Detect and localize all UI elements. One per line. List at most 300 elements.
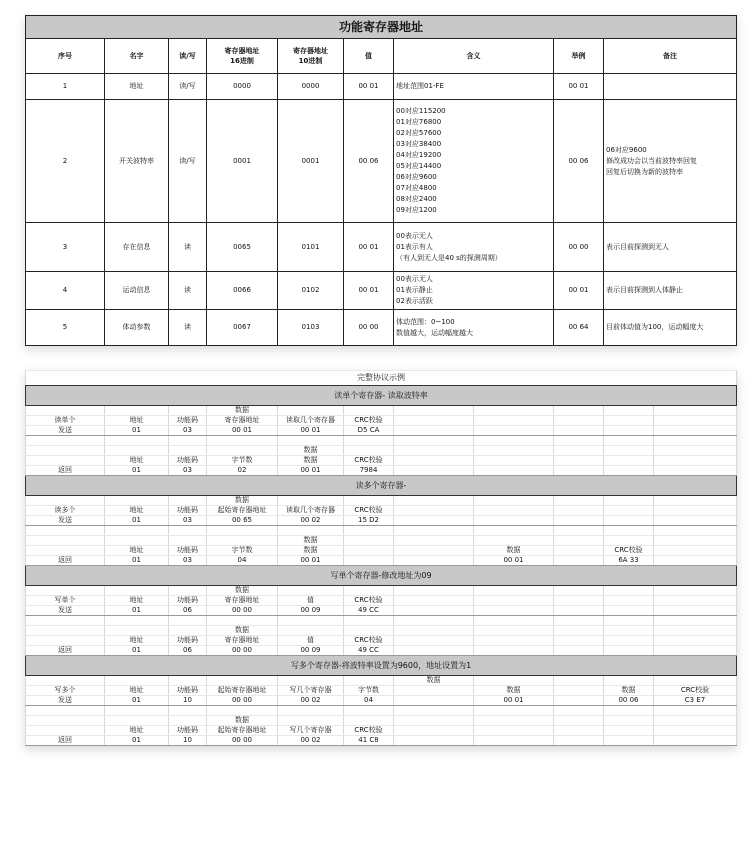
field-header-cell [654, 456, 737, 466]
field-header-cell: 数据 [474, 686, 554, 696]
empty-cell [26, 706, 105, 716]
field-header-cell: 功能码 [169, 636, 207, 646]
empty-cell [169, 526, 207, 536]
cell-hex: 0065 [207, 223, 278, 272]
empty-cell [604, 496, 654, 506]
field-header-cell [604, 506, 654, 516]
field-header-cell: 数据 [278, 546, 344, 556]
field-value-cell [394, 646, 474, 656]
field-header-row [26, 726, 737, 736]
field-value-cell: 00 00 [207, 646, 278, 656]
field-value-cell [474, 466, 554, 476]
field-value-cell: 返回 [26, 466, 105, 476]
field-header-cell [394, 546, 474, 556]
register-table-title: 功能寄存器地址 [26, 16, 737, 39]
empty-cell [394, 526, 474, 536]
cell-no: 5 [26, 310, 105, 346]
field-value-cell [554, 556, 604, 566]
empty-cell [604, 436, 654, 446]
empty-cell [344, 436, 394, 446]
empty-cell [105, 616, 169, 626]
register-table [25, 15, 737, 346]
empty-cell [26, 446, 105, 456]
empty-cell [654, 616, 737, 626]
field-value-cell: 01 [105, 466, 169, 476]
empty-cell [554, 626, 604, 636]
field-value-cell: 10 [169, 736, 207, 746]
data-group-label: 数据 [207, 716, 278, 726]
cell-meaning: 体动范围：0~100 数值越大，运动幅度越大 [394, 310, 554, 346]
field-value-cell: 返回 [26, 736, 105, 746]
field-value-cell [654, 606, 737, 616]
field-value-cell [654, 516, 737, 526]
field-value-row [26, 556, 737, 566]
field-value-cell [554, 606, 604, 616]
empty-cell [344, 496, 394, 506]
field-value-cell [344, 556, 394, 566]
cell-hex: 0000 [207, 74, 278, 100]
field-value-cell [654, 646, 737, 656]
field-header-cell: 地址 [105, 686, 169, 696]
field-header-cell [554, 456, 604, 466]
field-value-cell [604, 426, 654, 436]
field-header-cell [474, 596, 554, 606]
header-meaning: 含义 [394, 39, 554, 74]
empty-cell [654, 436, 737, 446]
cell-note [604, 74, 737, 100]
field-value-cell: 00 65 [207, 516, 278, 526]
field-value-cell: 00 01 [474, 696, 554, 706]
empty-cell [474, 616, 554, 626]
field-header-cell: CRC校验 [344, 416, 394, 426]
field-header-cell: 字节数 [207, 456, 278, 466]
empty-cell [26, 436, 105, 446]
empty-cell [26, 716, 105, 726]
field-value-cell [604, 736, 654, 746]
field-value-cell: 01 [105, 696, 169, 706]
data-group-label: 数据 [207, 626, 278, 636]
empty-cell [344, 586, 394, 596]
empty-cell [604, 626, 654, 636]
empty-cell [654, 536, 737, 546]
field-header-cell [394, 506, 474, 516]
field-header-cell [554, 726, 604, 736]
field-header-cell [394, 456, 474, 466]
field-header-cell: 数据 [604, 686, 654, 696]
field-value-row [26, 646, 737, 656]
field-value-cell: 04 [344, 696, 394, 706]
cell-hex: 0066 [207, 272, 278, 310]
field-header-cell: CRC校验 [344, 636, 394, 646]
empty-cell [604, 676, 654, 686]
empty-cell [474, 406, 554, 416]
field-header-cell: 读取几个寄存器 [278, 416, 344, 426]
field-header-cell [654, 726, 737, 736]
field-header-row [26, 636, 737, 646]
empty-cell [278, 526, 344, 536]
empty-cell [207, 706, 278, 716]
field-value-cell: 00 01 [278, 466, 344, 476]
protocol-table-title-row [26, 371, 737, 386]
field-header-cell: 读单个 [26, 416, 105, 426]
empty-cell [278, 496, 344, 506]
field-value-cell: 41 C8 [344, 736, 394, 746]
field-header-cell: 功能码 [169, 726, 207, 736]
cell-note: 表示目前探测到人体静止 [604, 272, 737, 310]
field-value-cell: 00 06 [604, 696, 654, 706]
table-row [26, 74, 737, 100]
field-value-cell: 04 [207, 556, 278, 566]
table-row [26, 100, 737, 223]
empty-cell [207, 616, 278, 626]
field-header-cell: 起始寄存器地址 [207, 506, 278, 516]
cell-example: 00 01 [554, 272, 604, 310]
field-value-cell [394, 466, 474, 476]
data-group-label: 数据 [207, 586, 278, 596]
cell-value: 00 01 [344, 272, 394, 310]
empty-cell [26, 626, 105, 636]
empty-cell [474, 716, 554, 726]
field-header-cell [604, 416, 654, 426]
field-header-cell: 起始寄存器地址 [207, 686, 278, 696]
field-value-row [26, 466, 737, 476]
field-header-cell: 写多个 [26, 686, 105, 696]
empty-cell [394, 586, 474, 596]
empty-cell [278, 716, 344, 726]
field-header-cell [654, 636, 737, 646]
field-header-cell: 功能码 [169, 506, 207, 516]
field-value-row [26, 606, 737, 616]
empty-cell [278, 586, 344, 596]
empty-cell [105, 446, 169, 456]
empty-cell [394, 446, 474, 456]
field-value-row [26, 696, 737, 706]
header-no: 序号 [26, 39, 105, 74]
field-header-cell [474, 416, 554, 426]
empty-cell [26, 586, 105, 596]
field-value-cell: 03 [169, 426, 207, 436]
field-header-cell [554, 546, 604, 556]
empty-cell [654, 586, 737, 596]
empty-cell [474, 536, 554, 546]
data-label-row [26, 586, 737, 596]
cell-name: 体动参数 [105, 310, 169, 346]
empty-cell [554, 526, 604, 536]
empty-cell [554, 586, 604, 596]
field-value-cell [654, 556, 737, 566]
empty-cell [554, 406, 604, 416]
empty-cell [554, 706, 604, 716]
empty-cell [554, 676, 604, 686]
empty-cell [207, 676, 278, 686]
field-value-row [26, 736, 737, 746]
field-header-cell: 字节数 [207, 546, 278, 556]
section-title-row [26, 566, 737, 586]
field-header-cell: 值 [278, 596, 344, 606]
cell-note: 06对应9600 修改成功会以当前波特率回复 回复后切换为新的波特率 [604, 100, 737, 223]
field-header-cell: 读多个 [26, 506, 105, 516]
empty-cell [394, 496, 474, 506]
field-header-cell: 地址 [105, 596, 169, 606]
field-value-cell: 6A 33 [604, 556, 654, 566]
field-header-cell [394, 636, 474, 646]
field-value-cell [474, 736, 554, 746]
empty-cell [394, 536, 474, 546]
field-value-cell [554, 696, 604, 706]
empty-cell [344, 536, 394, 546]
empty-cell [207, 526, 278, 536]
field-value-cell: 03 [169, 516, 207, 526]
cell-name: 开关波特率 [105, 100, 169, 223]
field-header-cell [554, 596, 604, 606]
field-header-cell [26, 456, 105, 466]
cell-dec: 0102 [278, 272, 344, 310]
empty-cell [26, 536, 105, 546]
field-header-row [26, 456, 737, 466]
field-value-cell: 00 02 [278, 516, 344, 526]
header-note: 备注 [604, 39, 737, 74]
field-value-cell: 06 [169, 606, 207, 616]
cell-hex: 0001 [207, 100, 278, 223]
cell-hex: 0067 [207, 310, 278, 346]
cell-example: 00 06 [554, 100, 604, 223]
field-header-cell [394, 416, 474, 426]
empty-cell [474, 446, 554, 456]
field-header-cell: 地址 [105, 506, 169, 516]
empty-cell [474, 436, 554, 446]
data-label-row [26, 406, 737, 416]
field-value-cell: 00 00 [207, 736, 278, 746]
section-title: 写单个寄存器-修改地址为09 [26, 566, 737, 586]
field-value-cell: 01 [105, 646, 169, 656]
field-header-cell [474, 636, 554, 646]
field-header-cell: CRC校验 [344, 456, 394, 466]
field-value-cell [394, 606, 474, 616]
empty-cell [474, 626, 554, 636]
cell-note: 目前体动值为100，运动幅度大 [604, 310, 737, 346]
field-value-cell: C3 E7 [654, 696, 737, 706]
field-value-cell: 00 02 [278, 736, 344, 746]
empty-cell [26, 406, 105, 416]
empty-cell [26, 616, 105, 626]
empty-cell [554, 716, 604, 726]
field-header-cell [26, 636, 105, 646]
cell-rw: 读 [169, 223, 207, 272]
cell-meaning: 地址范围01-FE [394, 74, 554, 100]
data-label-row [26, 716, 737, 726]
field-header-cell: CRC校验 [604, 546, 654, 556]
field-header-cell [554, 686, 604, 696]
empty-cell [105, 496, 169, 506]
cell-name: 存在信息 [105, 223, 169, 272]
field-header-cell [604, 636, 654, 646]
field-header-cell: 寄存器地址 [207, 596, 278, 606]
field-value-cell: 发送 [26, 606, 105, 616]
field-value-cell: 00 09 [278, 606, 344, 616]
field-header-cell [394, 686, 474, 696]
field-value-cell: 15 D2 [344, 516, 394, 526]
field-value-cell: 00 01 [474, 556, 554, 566]
field-header-cell: 地址 [105, 636, 169, 646]
field-header-cell [654, 416, 737, 426]
empty-cell [654, 446, 737, 456]
field-value-cell: 01 [105, 426, 169, 436]
field-value-cell [394, 426, 474, 436]
empty-cell [654, 496, 737, 506]
field-header-cell [604, 596, 654, 606]
field-value-cell [654, 736, 737, 746]
header-name: 名字 [105, 39, 169, 74]
empty-cell [278, 406, 344, 416]
empty-cell [654, 716, 737, 726]
field-value-cell [604, 646, 654, 656]
empty-cell [554, 436, 604, 446]
field-header-cell [604, 726, 654, 736]
field-header-cell: 地址 [105, 726, 169, 736]
field-header-cell: 功能码 [169, 456, 207, 466]
empty-cell [654, 406, 737, 416]
field-header-cell: 写几个寄存器 [278, 686, 344, 696]
field-value-cell: 00 00 [207, 606, 278, 616]
empty-cell [105, 436, 169, 446]
cell-no: 3 [26, 223, 105, 272]
cell-rw: 读/写 [169, 74, 207, 100]
empty-cell [344, 446, 394, 456]
empty-cell [604, 716, 654, 726]
cell-no: 1 [26, 74, 105, 100]
field-value-cell: 01 [105, 556, 169, 566]
field-value-cell [604, 516, 654, 526]
field-value-cell: 01 [105, 736, 169, 746]
empty-cell [654, 706, 737, 716]
empty-cell [344, 616, 394, 626]
cell-name: 地址 [105, 74, 169, 100]
empty-cell [278, 706, 344, 716]
empty-cell [394, 626, 474, 636]
cell-rw: 读/写 [169, 100, 207, 223]
data-label-row [26, 676, 737, 686]
cell-rw: 读 [169, 272, 207, 310]
field-header-cell [554, 416, 604, 426]
field-value-cell [604, 466, 654, 476]
empty-cell [604, 706, 654, 716]
empty-cell [344, 526, 394, 536]
empty-cell [344, 706, 394, 716]
field-value-cell [474, 426, 554, 436]
field-value-cell [474, 646, 554, 656]
empty-cell [554, 536, 604, 546]
empty-cell [26, 496, 105, 506]
field-value-cell: 02 [207, 466, 278, 476]
field-header-cell [554, 636, 604, 646]
field-value-cell [394, 556, 474, 566]
field-value-cell: 返回 [26, 556, 105, 566]
empty-cell [278, 616, 344, 626]
field-value-cell [474, 606, 554, 616]
empty-cell [169, 446, 207, 456]
table-row [26, 310, 737, 346]
empty-cell [344, 406, 394, 416]
empty-cell [105, 586, 169, 596]
field-header-cell: 地址 [105, 456, 169, 466]
empty-cell [207, 536, 278, 546]
field-header-cell: 功能码 [169, 686, 207, 696]
data-label-row [26, 626, 737, 636]
empty-cell [604, 446, 654, 456]
spacer-row [26, 706, 737, 716]
data-group-label: 数据 [394, 676, 474, 686]
empty-cell [344, 676, 394, 686]
empty-cell [604, 616, 654, 626]
field-header-row [26, 596, 737, 606]
empty-cell [105, 706, 169, 716]
field-header-cell [394, 596, 474, 606]
empty-cell [26, 526, 105, 536]
field-header-cell [474, 726, 554, 736]
field-header-row [26, 416, 737, 426]
field-value-cell: 7984 [344, 466, 394, 476]
field-header-cell [554, 506, 604, 516]
field-value-cell [654, 466, 737, 476]
field-value-cell [394, 696, 474, 706]
field-value-cell: 00 01 [207, 426, 278, 436]
data-label-row [26, 446, 737, 456]
cell-no: 2 [26, 100, 105, 223]
empty-cell [344, 626, 394, 636]
field-header-row [26, 686, 737, 696]
field-header-cell: CRC校验 [344, 506, 394, 516]
table-row [26, 223, 737, 272]
field-value-cell [554, 516, 604, 526]
field-value-cell: 10 [169, 696, 207, 706]
field-header-cell [26, 726, 105, 736]
cell-no: 4 [26, 272, 105, 310]
spacer-row [26, 616, 737, 626]
empty-cell [169, 586, 207, 596]
empty-cell [169, 626, 207, 636]
field-header-cell: 读取几个寄存器 [278, 506, 344, 516]
header-hex: 寄存器地址 16进制 [207, 39, 278, 74]
register-table-header [26, 39, 737, 74]
empty-cell [278, 626, 344, 636]
empty-cell [604, 526, 654, 536]
empty-cell [604, 586, 654, 596]
field-header-cell: 写几个寄存器 [278, 726, 344, 736]
cell-note: 表示目前探测到无人 [604, 223, 737, 272]
cell-value: 00 01 [344, 223, 394, 272]
cell-example: 00 64 [554, 310, 604, 346]
empty-cell [169, 536, 207, 546]
empty-cell [474, 496, 554, 506]
empty-cell [554, 496, 604, 506]
empty-cell [394, 706, 474, 716]
field-header-cell: 数据 [278, 456, 344, 466]
empty-cell [169, 496, 207, 506]
field-value-cell: 发送 [26, 696, 105, 706]
empty-cell [474, 526, 554, 536]
field-value-cell: 01 [105, 516, 169, 526]
field-header-cell [604, 456, 654, 466]
cell-meaning: 00表示无人 01表示有人 （有人到无人是40 s的探测周期） [394, 223, 554, 272]
field-header-cell: CRC校验 [344, 726, 394, 736]
field-value-cell: D5 CA [344, 426, 394, 436]
cell-value: 00 00 [344, 310, 394, 346]
protocol-table-title: 完整协议示例 [26, 371, 737, 386]
header-value: 值 [344, 39, 394, 74]
empty-cell [105, 526, 169, 536]
field-value-row [26, 426, 737, 436]
protocol-example-body [26, 371, 737, 746]
